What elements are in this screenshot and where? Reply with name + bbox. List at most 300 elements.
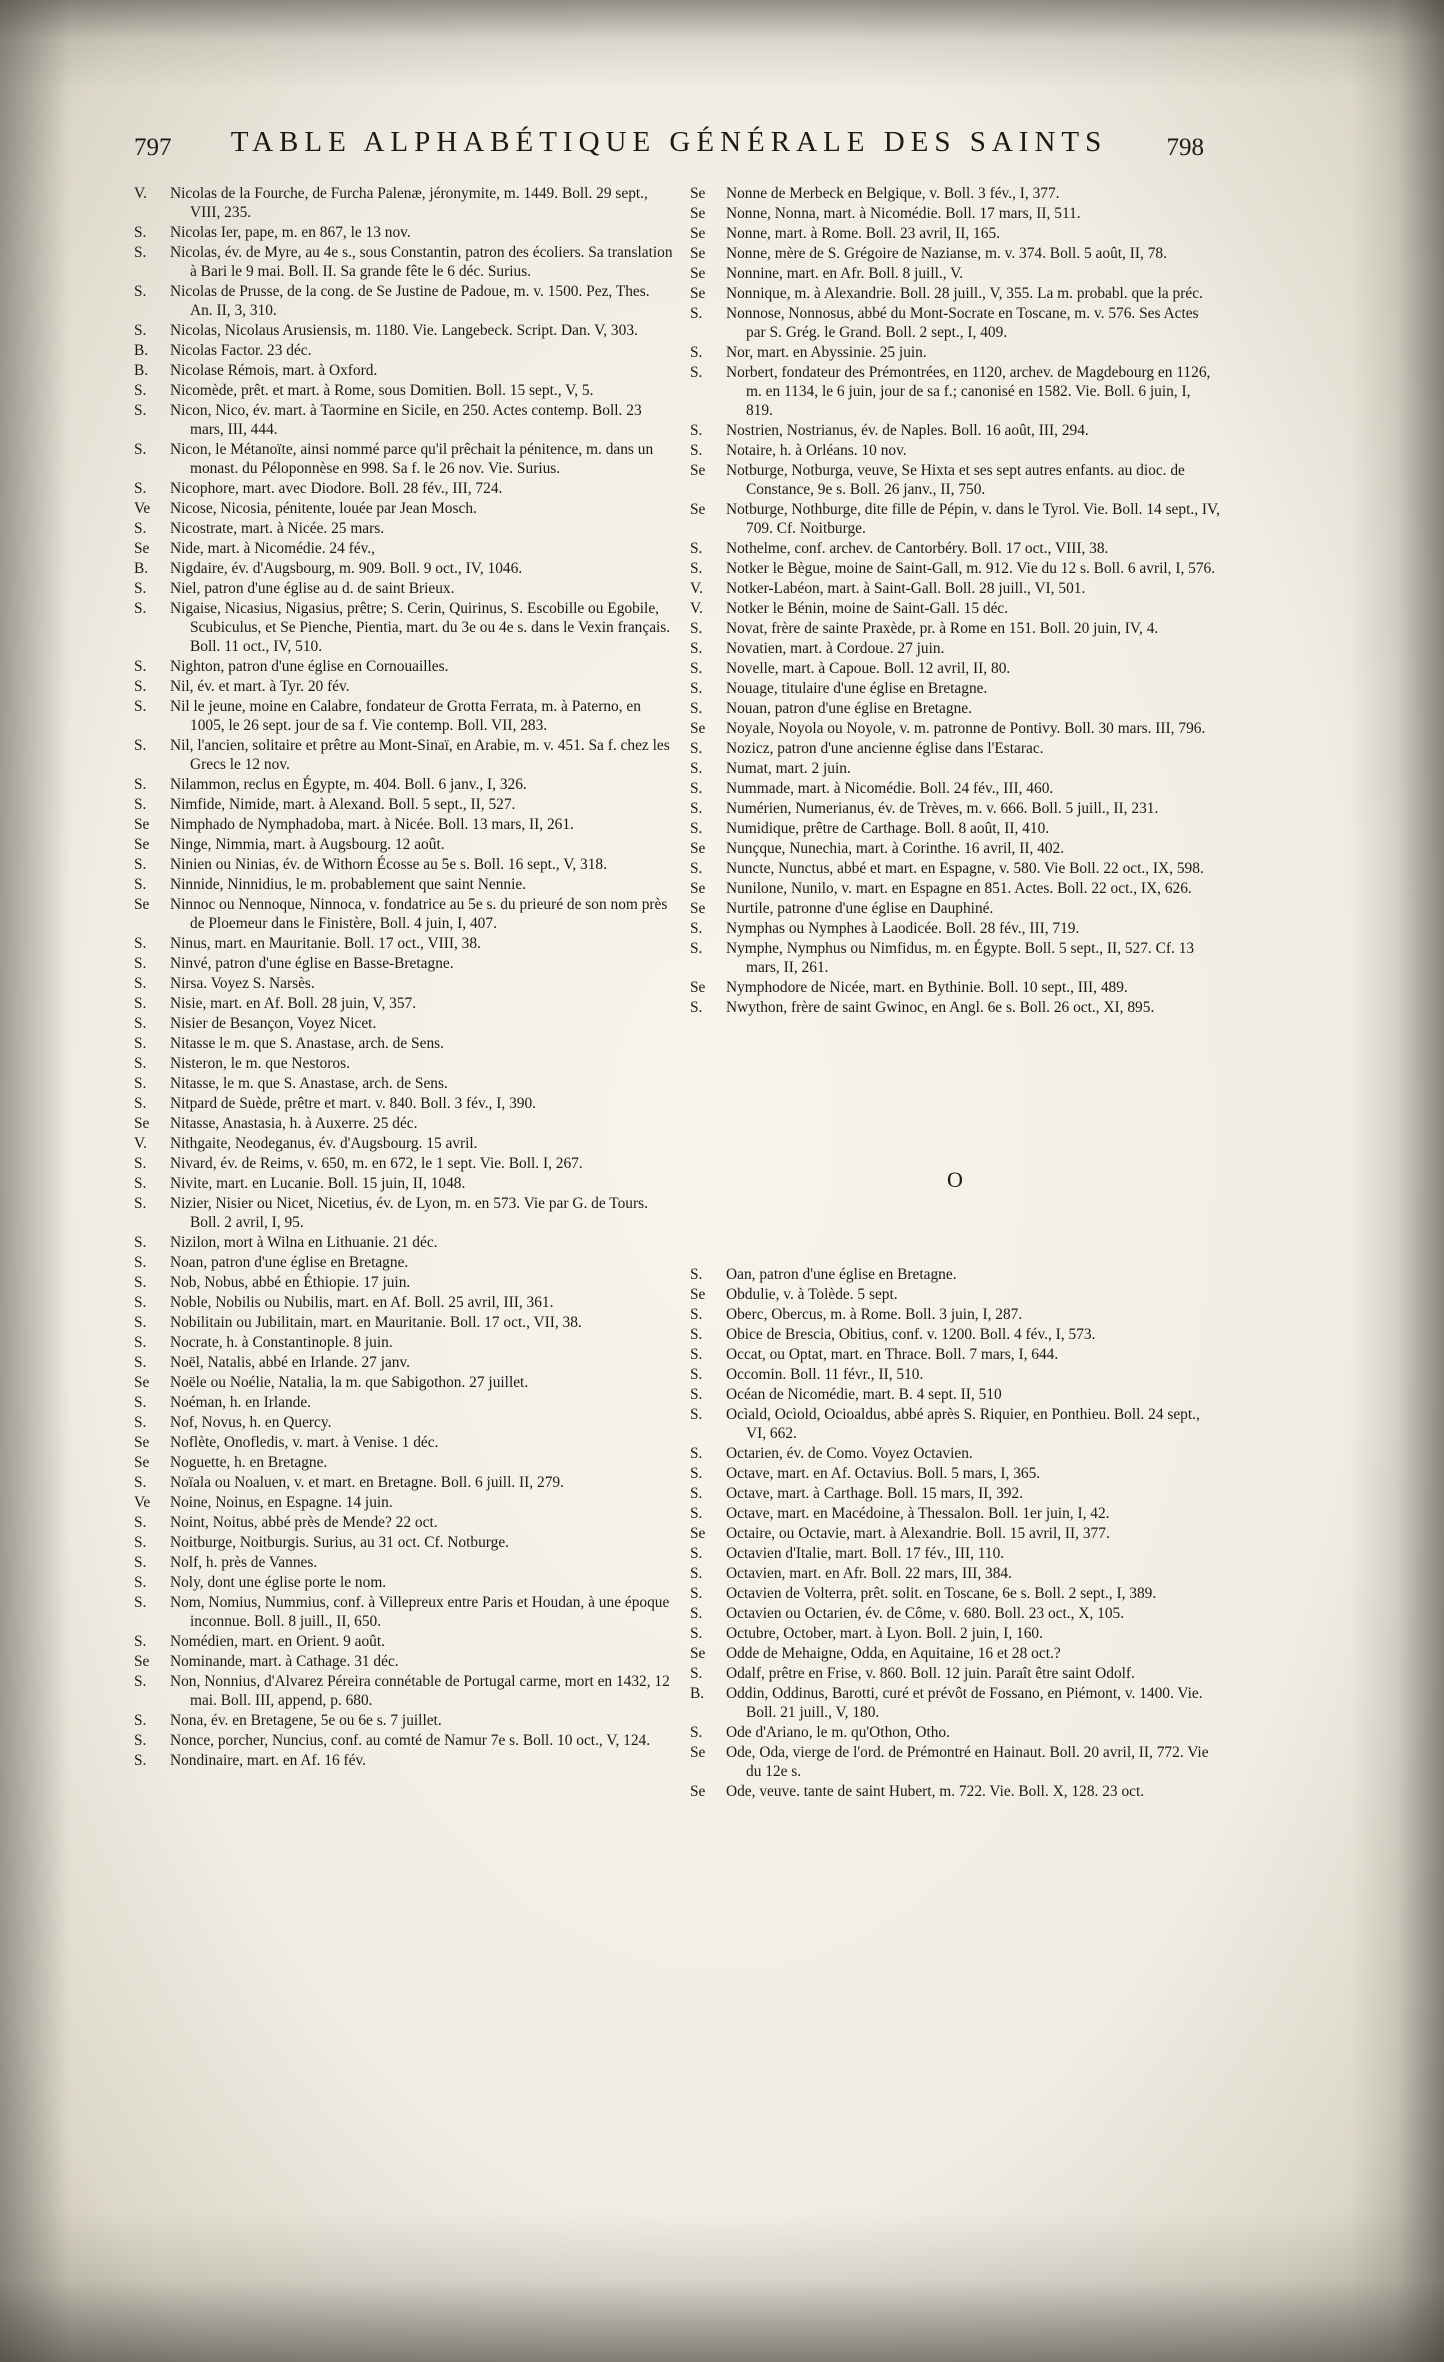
entry-title-abbrev: Se xyxy=(690,1744,706,1761)
index-entry xyxy=(134,677,674,696)
entry-text: Nizilon, mort à Wilna en Lithuanie. 21 déc. xyxy=(170,1234,438,1251)
entry-text: Ninnoc ou Nennoque, Ninnoca, v. fondatrice au 5e s. du prieuré de son nom près de Ploemeur dans le Finistère, Boll. 4 juin, I, 407. xyxy=(170,896,668,932)
index-entry xyxy=(134,361,674,380)
entry-title-abbrev: S. xyxy=(134,1195,147,1212)
entry-text: Nuncte, Nunctus, abbé et mart. en Espagne, v. 580. Vie Boll. 22 oct., IX, 598. xyxy=(726,860,1204,877)
section-n-entries xyxy=(690,184,1220,1017)
entry-title-abbrev: Se xyxy=(690,245,706,262)
entry-title-abbrev: S. xyxy=(690,560,703,577)
entry-title-abbrev: V. xyxy=(134,185,147,202)
entry-title-abbrev: S. xyxy=(134,382,147,399)
index-entry xyxy=(690,1624,1220,1643)
entry-text: Nonce, porcher, Nuncius, conf. au comté de Namur 7e s. Boll. 10 oct., V, 124. xyxy=(170,1732,651,1749)
entry-text: Nirsa. Voyez S. Narsès. xyxy=(170,975,315,992)
index-entry xyxy=(134,559,674,578)
entry-title-abbrev: S. xyxy=(134,1673,147,1690)
entry-text: Nymphe, Nymphus ou Nimfidus, m. en Égypte. Boll. 5 sept., II, 527. Cf. 13 mars, II, 261. xyxy=(726,940,1195,976)
entry-text: Noint, Noitus, abbé près de Mende? 22 oct. xyxy=(170,1514,438,1531)
index-entry xyxy=(134,223,674,242)
index-entry xyxy=(690,441,1220,460)
entry-title-abbrev: S. xyxy=(134,975,147,992)
entry-text: Nonnine, mart. en Afr. Boll. 8 juill., V. xyxy=(726,265,964,282)
index-entry xyxy=(690,819,1220,838)
entry-title-abbrev: Se xyxy=(690,225,706,242)
entry-title-abbrev: S. xyxy=(134,955,147,972)
entry-text: Ninnide, Ninnidius, le m. probablement que saint Nennie. xyxy=(170,876,527,893)
entry-text: Nicolas, év. de Myre, au 4e s., sous Constantin, patron des écoliers. Sa translation à Bari le 9 mai. Boll. II. Sa grande fête le 6 déc. Surius. xyxy=(170,244,673,280)
entry-title-abbrev: B. xyxy=(690,1685,705,1702)
entry-text: Nil le jeune, moine en Calabre, fondateur de Grotta Ferrata, m. à Paterno, en 1005, le 26 sept. jour de sa f. Vie contemp. Boll. VII, 283. xyxy=(170,698,641,734)
entry-title-abbrev: V. xyxy=(690,600,703,617)
index-entry xyxy=(134,974,674,993)
entry-title-abbrev: S. xyxy=(134,283,147,300)
entry-title-abbrev: S. xyxy=(134,1274,147,1291)
entry-text: Nicomède, prêt. et mart. à Rome, sous Domitien. Boll. 15 sept., V, 5. xyxy=(170,382,594,399)
entry-title-abbrev: S. xyxy=(690,1346,703,1363)
entry-text: Octavien de Volterra, prêt. solit. en Toscane, 6e s. Boll. 2 sept., I, 389. xyxy=(726,1585,1157,1602)
index-entry xyxy=(690,899,1220,918)
index-entry xyxy=(134,341,674,360)
entry-title-abbrev: S. xyxy=(134,1514,147,1531)
index-entry xyxy=(134,1731,674,1750)
entry-text: Nominande, mart. à Cathage. 31 déc. xyxy=(170,1653,399,1670)
entry-title-abbrev: S. xyxy=(134,698,147,715)
entry-title-abbrev: S. xyxy=(690,305,703,322)
entry-text: Nicostrate, mart. à Nicée. 25 mars. xyxy=(170,520,385,537)
entry-title-abbrev: S. xyxy=(690,940,703,957)
entry-title-abbrev: Se xyxy=(690,880,706,897)
entry-text: Notker le Bègue, moine de Saint-Gall, m. 912. Vie du 12 s. Boll. 6 avril, I, 576. xyxy=(726,560,1216,577)
index-entry xyxy=(134,1134,674,1153)
entry-text: Noan, patron d'une église en Bretagne. xyxy=(170,1254,409,1271)
entry-title-abbrev: S. xyxy=(134,1314,147,1331)
entry-title-abbrev: S. xyxy=(134,441,147,458)
entry-title-abbrev: Se xyxy=(134,836,150,853)
index-entry xyxy=(690,1345,1220,1364)
index-entry xyxy=(134,1194,674,1232)
index-entry xyxy=(690,539,1220,558)
entry-text: Ninien ou Ninias, év. de Withorn Écosse au 5e s. Boll. 16 sept., V, 318. xyxy=(170,856,607,873)
entry-text: Noitburge, Noitburgis. Surius, au 31 oct. Cf. Notburge. xyxy=(170,1534,510,1551)
index-entry xyxy=(134,1711,674,1730)
index-entry xyxy=(690,1444,1220,1463)
entry-text: Nof, Novus, h. en Quercy. xyxy=(170,1414,332,1431)
entry-title-abbrev: S. xyxy=(134,1254,147,1271)
entry-title-abbrev: Se xyxy=(690,1783,706,1800)
entry-text: Ninus, mart. en Mauritanie. Boll. 17 oct., VIII, 38. xyxy=(170,935,481,952)
entry-title-abbrev: S. xyxy=(134,1334,147,1351)
entry-title-abbrev: S. xyxy=(134,1354,147,1371)
index-entry xyxy=(690,1484,1220,1503)
entry-text: Nothelme, conf. archev. de Cantorbéry. Boll. 17 oct., VIII, 38. xyxy=(726,540,1109,557)
entry-title-abbrev: S. xyxy=(134,1574,147,1591)
entry-text: Noyale, Noyola ou Noyole, v. m. patronne de Pontivy. Boll. 30 mars. III, 796. xyxy=(726,720,1206,737)
entry-title-abbrev: S. xyxy=(690,1406,703,1423)
entry-title-abbrev: Ve xyxy=(134,1494,151,1511)
entry-title-abbrev: S. xyxy=(690,1445,703,1462)
entry-title-abbrev: Ve xyxy=(134,500,151,517)
entry-text: Octarien, év. de Como. Voyez Octavien. xyxy=(726,1445,973,1462)
entry-title-abbrev: S. xyxy=(690,1266,703,1283)
entry-text: Notaire, h. à Orléans. 10 nov. xyxy=(726,442,907,459)
entry-text: Nunilone, Nunilo, v. mart. en Espagne en 851. Actes. Boll. 22 oct., IX, 626. xyxy=(726,880,1192,897)
index-entry xyxy=(134,321,674,340)
index-entry xyxy=(134,1672,674,1710)
entry-text: Nicon, Nico, év. mart. à Taormine en Sicile, en 250. Actes contemp. Boll. 23 mars, III, 444. xyxy=(170,402,642,438)
entry-text: Nizier, Nisier ou Nicet, Nicetius, év. de Lyon, m. en 573. Vie par G. de Tours. Boll. 2 avril, I, 95. xyxy=(170,1195,648,1231)
entry-text: Ode, veuve. tante de saint Hubert, m. 722. Vie. Boll. X, 128. 23 oct. xyxy=(726,1783,1145,1800)
index-entry xyxy=(690,1723,1220,1742)
index-entry xyxy=(134,1393,674,1412)
entry-title-abbrev: Se xyxy=(690,720,706,737)
entry-text: Nonnique, m. à Alexandrie. Boll. 28 juill., V, 355. La m. probabl. que la préc. xyxy=(726,285,1203,302)
entry-text: Obice de Brescia, Obitius, conf. v. 1200. Boll. 4 fév., I, 573. xyxy=(726,1326,1096,1343)
entry-title-abbrev: S. xyxy=(134,678,147,695)
entry-text: Nicolase Rémois, mart. à Oxford. xyxy=(170,362,378,379)
entry-title-abbrev: S. xyxy=(134,1554,147,1571)
entry-text: Notker-Labéon, mart. à Saint-Gall. Boll. 28 juill., VI, 501. xyxy=(726,580,1086,597)
entry-title-abbrev: S. xyxy=(690,1306,703,1323)
entry-title-abbrev: S. xyxy=(134,244,147,261)
entry-text: Nitasse, le m. que S. Anastase, arch. de Sens. xyxy=(170,1075,448,1092)
entry-title-abbrev: S. xyxy=(690,1326,703,1343)
index-entry xyxy=(134,657,674,676)
page-header xyxy=(134,126,1204,170)
entry-text: Novat, frère de sainte Praxède, pr. à Rome en 151. Boll. 20 juin, IV, 4. xyxy=(726,620,1159,637)
entry-text: Nouan, patron d'une église en Bretagne. xyxy=(726,700,972,717)
entry-text: Nicon, le Métanoïte, ainsi nommé parce qu'il prêchait la pénitence, m. dans un monast. du Péloponnèse en 998. Sa f. le 26 nov. Vie. Surius. xyxy=(170,441,654,477)
index-entry xyxy=(134,697,674,735)
entry-title-abbrev: S. xyxy=(690,700,703,717)
index-entry xyxy=(690,919,1220,938)
entry-title-abbrev: S. xyxy=(690,780,703,797)
entry-title-abbrev: S. xyxy=(134,1594,147,1611)
entry-text: Nocrate, h. à Constantinople. 8 juin. xyxy=(170,1334,393,1351)
entry-text: Nicose, Nicosia, pénitente, louée par Jean Mosch. xyxy=(170,500,477,517)
entry-title-abbrev: S. xyxy=(134,1732,147,1749)
index-entry xyxy=(134,1553,674,1572)
entry-title-abbrev: S. xyxy=(134,1752,147,1769)
index-entry xyxy=(690,719,1220,738)
index-entry xyxy=(134,282,674,320)
entry-text: Nondinaire, mart. en Af. 16 fév. xyxy=(170,1752,367,1769)
entry-text: Nisier de Besançon, Voyez Nicet. xyxy=(170,1015,377,1032)
entry-text: Noflète, Onofledis, v. mart. à Venise. 1 déc. xyxy=(170,1434,439,1451)
entry-text: Novelle, mart. à Capoue. Boll. 12 avril, II, 80. xyxy=(726,660,1011,677)
entry-title-abbrev: S. xyxy=(134,737,147,754)
entry-text: Nobilitain ou Jubilitain, mart. en Mauritanie. Boll. 17 oct., VII, 38. xyxy=(170,1314,582,1331)
index-entry xyxy=(690,978,1220,997)
entry-title-abbrev: Se xyxy=(134,540,150,557)
entry-text: Nitasse, Anastasia, h. à Auxerre. 25 déc. xyxy=(170,1115,418,1132)
entry-title-abbrev: S. xyxy=(690,820,703,837)
entry-title-abbrev: S. xyxy=(134,224,147,241)
entry-text: Nostrien, Nostrianus, év. de Naples. Boll. 16 août, III, 294. xyxy=(726,422,1089,439)
entry-title-abbrev: Se xyxy=(690,900,706,917)
index-entry xyxy=(134,855,674,874)
entry-title-abbrev: S. xyxy=(134,480,147,497)
index-entry xyxy=(690,1584,1220,1603)
entry-text: Nummade, mart. à Nicomédie. Boll. 24 fév., III, 460. xyxy=(726,780,1054,797)
entry-text: Numidique, prêtre de Carthage. Boll. 8 août, II, 410. xyxy=(726,820,1050,837)
index-entry xyxy=(134,954,674,973)
index-entry xyxy=(690,1464,1220,1483)
entry-text: Nona, év. en Bretagene, 5e ou 6e s. 7 juillet. xyxy=(170,1712,442,1729)
entry-title-abbrev: S. xyxy=(690,1724,703,1741)
index-entry xyxy=(134,1054,674,1073)
entry-text: Nisie, mart. en Af. Boll. 28 juin, V, 357. xyxy=(170,995,417,1012)
entry-text: Nil, l'ancien, solitaire et prêtre au Mont-Sinaï, en Arabie, m. v. 451. Sa f. chez les Grecs le 12 nov. xyxy=(170,737,670,773)
entry-text: Nicolas, Nicolaus Arusiensis, m. 1180. Vie. Langebeck. Script. Dan. V, 303. xyxy=(170,322,638,339)
entry-title-abbrev: S. xyxy=(134,876,147,893)
entry-text: Nom, Nomius, Nummius, conf. à Villepreux entre Paris et Houdan, à une époque inconnue. Boll. 8 juill., II, 650. xyxy=(170,1594,670,1630)
section-o-entries xyxy=(690,1265,1220,1801)
page-title: TABLE ALPHABÉTIQUE GÉNÉRALE DES SAINTS xyxy=(230,126,1108,158)
index-entry xyxy=(690,1285,1220,1304)
index-entry xyxy=(134,1573,674,1592)
entry-text: Nigdaire, év. d'Augsbourg, m. 909. Boll. 9 oct., IV, 1046. xyxy=(170,560,523,577)
entry-text: Oberc, Obercus, m. à Rome. Boll. 3 juin, I, 287. xyxy=(726,1306,1023,1323)
entry-text: Odde de Mehaigne, Odda, en Aquitaine, 16 et 28 oct.? xyxy=(726,1645,1061,1662)
index-entry xyxy=(134,775,674,794)
entry-text: Nimphado de Nymphadoba, mart. à Nicée. Boll. 13 mars, II, 261. xyxy=(170,816,574,833)
entry-text: Notker le Bénin, moine de Saint-Gall. 15 déc. xyxy=(726,600,1009,617)
entry-title-abbrev: S. xyxy=(690,344,703,361)
entry-title-abbrev: S. xyxy=(134,1234,147,1251)
index-entry xyxy=(690,184,1220,203)
entry-title-abbrev: B. xyxy=(134,560,149,577)
index-entry xyxy=(690,679,1220,698)
index-entry xyxy=(690,1684,1220,1722)
index-entry xyxy=(134,539,674,558)
index-entry xyxy=(690,264,1220,283)
entry-title-abbrev: Se xyxy=(690,1286,706,1303)
entry-title-abbrev: V. xyxy=(690,580,703,597)
index-entry xyxy=(690,859,1220,878)
entry-title-abbrev: Se xyxy=(690,265,706,282)
index-entry xyxy=(134,499,674,518)
index-entry xyxy=(134,1652,674,1671)
entry-text: Numérien, Numerianus, év. de Trèves, m. v. 666. Boll. 5 juill., II, 231. xyxy=(726,800,1159,817)
index-entry xyxy=(690,799,1220,818)
index-entry xyxy=(134,835,674,854)
entry-text: Obdulie, v. à Tolède. 5 sept. xyxy=(726,1286,898,1303)
index-entry xyxy=(690,500,1220,538)
index-entry xyxy=(690,779,1220,798)
entry-text: Nitasse le m. que S. Anastase, arch. de Sens. xyxy=(170,1035,444,1052)
entry-text: Notburge, Nothburge, dite fille de Pépin, v. dans le Tyrol. Vie. Boll. 14 sept., IV, 709. Cf. Noitburge. xyxy=(726,501,1221,537)
entry-text: Ocìald, Ocìold, Ocioaldus, abbé après S. Riquier, en Ponthieu. Boll. 24 sept., VI, 662. xyxy=(726,1406,1200,1442)
index-entry xyxy=(134,1333,674,1352)
entry-title-abbrev: S. xyxy=(690,422,703,439)
entry-text: Octave, mart. en Macédoine, à Thessalon. Boll. 1er juin, I, 42. xyxy=(726,1505,1110,1522)
entry-title-abbrev: S. xyxy=(690,640,703,657)
entry-title-abbrev: S. xyxy=(134,1015,147,1032)
right-column xyxy=(690,184,1220,1802)
index-entry xyxy=(690,204,1220,223)
entry-title-abbrev: S. xyxy=(690,800,703,817)
entry-title-abbrev: S. xyxy=(134,1633,147,1650)
entry-text: Octave, mart. en Af. Octavius. Boll. 5 mars, I, 365. xyxy=(726,1465,1041,1482)
entry-text: Oddin, Oddinus, Barotti, curé et prévôt de Fossano, en Piémont, v. 1400. Vie. Boll. 21 juill., V, 180. xyxy=(726,1685,1203,1721)
index-entry xyxy=(134,440,674,478)
index-entry xyxy=(134,994,674,1013)
index-entry xyxy=(134,1413,674,1432)
entry-text: Nonne, mère de S. Grégoire de Nazianse, m. v. 374. Boll. 5 août, II, 78. xyxy=(726,245,1167,262)
entry-text: Octavien d'Italie, mart. Boll. 17 fév., III, 110. xyxy=(726,1545,1005,1562)
entry-title-abbrev: S. xyxy=(134,1394,147,1411)
index-entry xyxy=(690,1743,1220,1781)
entry-title-abbrev: S. xyxy=(690,540,703,557)
index-entry xyxy=(690,1385,1220,1404)
index-entry xyxy=(134,1632,674,1651)
entry-text: Nymphas ou Nymphes à Laodicée. Boll. 28 fév., III, 719. xyxy=(726,920,1080,937)
entry-text: Nomédien, mart. en Orient. 9 août. xyxy=(170,1633,385,1650)
index-entry xyxy=(690,1782,1220,1801)
index-entry xyxy=(134,381,674,400)
entry-text: Nithgaite, Neodeganus, év. d'Augsbourg. 15 avril. xyxy=(170,1135,478,1152)
entry-text: Noguette, h. en Bretagne. xyxy=(170,1454,328,1471)
index-entry xyxy=(134,1593,674,1631)
section-letter-heading: O xyxy=(947,1167,963,1192)
entry-title-abbrev: S. xyxy=(134,796,147,813)
index-entry xyxy=(134,1533,674,1552)
entry-title-abbrev: S. xyxy=(690,740,703,757)
entry-text: Nicolas Ier, pape, m. en 867, le 13 nov. xyxy=(170,224,411,241)
entry-title-abbrev: S. xyxy=(134,1294,147,1311)
index-entry xyxy=(134,1034,674,1053)
entry-title-abbrev: S. xyxy=(690,680,703,697)
entry-title-abbrev: S. xyxy=(134,856,147,873)
entry-text: Noële ou Noélie, Natalia, la m. que Sabigothon. 27 juillet. xyxy=(170,1374,529,1391)
index-entry xyxy=(134,184,674,222)
entry-text: Nunçque, Nunechia, mart. à Corinthe. 16 avril, II, 402. xyxy=(726,840,1065,857)
index-entry xyxy=(690,699,1220,718)
index-entry xyxy=(690,421,1220,440)
entry-text: Ode, Oda, vierge de l'ord. de Prémontré en Hainaut. Boll. 20 avril, II, 772. Vie du 12e s. xyxy=(726,1744,1209,1780)
entry-title-abbrev: Se xyxy=(690,1645,706,1662)
entry-text: Nolf, h. près de Vannes. xyxy=(170,1554,318,1571)
page-number-right: 798 xyxy=(1166,134,1204,161)
entry-title-abbrev: B. xyxy=(134,342,149,359)
entry-title-abbrev: S. xyxy=(134,580,147,597)
entry-title-abbrev: S. xyxy=(690,1366,703,1383)
entry-title-abbrev: S. xyxy=(134,520,147,537)
index-entry xyxy=(134,1014,674,1033)
entry-text: Novatien, mart. à Cordoue. 27 juin. xyxy=(726,640,945,657)
entry-title-abbrev: S. xyxy=(690,999,703,1016)
entry-title-abbrev: S. xyxy=(690,660,703,677)
entry-title-abbrev: S. xyxy=(134,1414,147,1431)
index-entry xyxy=(134,401,674,439)
index-entry xyxy=(690,304,1220,342)
entry-text: Noly, dont une église porte le nom. xyxy=(170,1574,387,1591)
index-entry xyxy=(690,1644,1220,1663)
entry-title-abbrev: Se xyxy=(134,896,150,913)
entry-text: Octavien, mart. en Afr. Boll. 22 mars, III, 384. xyxy=(726,1565,1012,1582)
index-entry xyxy=(690,759,1220,778)
entry-text: Nigaise, Nicasius, Nigasius, prêtre; S. Cerin, Quirinus, S. Escobille ou Egobile, Scubiculus, et Se Pienche, Pientia, mart. du 3e ou 4e s. dans le Vexin français. Boll. 11 oct., IV, 510. xyxy=(170,600,671,655)
entry-title-abbrev: V. xyxy=(134,1135,147,1152)
index-entry xyxy=(134,895,674,933)
index-entry xyxy=(690,559,1220,578)
index-entry xyxy=(134,519,674,538)
index-entry xyxy=(690,998,1220,1017)
entry-title-abbrev: S. xyxy=(690,920,703,937)
entry-title-abbrev: S. xyxy=(134,1055,147,1072)
index-entry xyxy=(690,619,1220,638)
index-entry xyxy=(134,1513,674,1532)
entry-text: Nimfide, Nimide, mart. à Alexand. Boll. 5 sept., II, 527. xyxy=(170,796,516,813)
index-entry xyxy=(134,1074,674,1093)
entry-title-abbrev: S. xyxy=(134,322,147,339)
entry-text: Nonne de Merbeck en Belgique, v. Boll. 3 fév., I, 377. xyxy=(726,185,1060,202)
entry-text: Niel, patron d'une église au d. de saint Brieux. xyxy=(170,580,455,597)
entry-text: Nonnose, Nonnosus, abbé du Mont-Socrate en Toscane, m. v. 576. Ses Actes par S. Grég. le Grand. Boll. 2 sept., I, 409. xyxy=(726,305,1199,341)
index-entry xyxy=(690,244,1220,263)
entry-title-abbrev: S. xyxy=(134,776,147,793)
entry-text: Ninvé, patron d'une église en Basse-Bretagne. xyxy=(170,955,454,972)
entry-title-abbrev: S. xyxy=(690,1465,703,1482)
entry-title-abbrev: S. xyxy=(690,1585,703,1602)
index-entry xyxy=(690,1664,1220,1683)
entry-title-abbrev: Se xyxy=(690,285,706,302)
entry-text: Nymphodore de Nicée, mart. en Bythinie. Boll. 10 sept., III, 489. xyxy=(726,979,1128,996)
entry-text: Notburge, Notburga, veuve, Se Hixta et ses sept autres enfants. au dioc. de Constance, 9e s. Boll. 26 janv., II, 750. xyxy=(726,462,1185,498)
entry-title-abbrev: Se xyxy=(134,1434,150,1451)
index-entry xyxy=(690,1524,1220,1543)
entry-text: Océan de Nicomédie, mart. B. 4 sept. II, 510 xyxy=(726,1386,1002,1403)
entry-title-abbrev: Se xyxy=(690,979,706,996)
entry-text: Nivard, év. de Reims, v. 650, m. en 672, le 1 sept. Vie. Boll. I, 267. xyxy=(170,1155,583,1172)
entry-title-abbrev: S. xyxy=(690,1386,703,1403)
entry-text: Occomin. Boll. 11 févr., II, 510. xyxy=(726,1366,924,1383)
entry-text: Nicophore, mart. avec Diodore. Boll. 28 fév., III, 724. xyxy=(170,480,503,497)
index-entry xyxy=(690,363,1220,420)
entry-title-abbrev: S. xyxy=(134,1155,147,1172)
index-entry xyxy=(134,479,674,498)
entry-text: Numat, mart. 2 juin. xyxy=(726,760,851,777)
entry-title-abbrev: S. xyxy=(134,935,147,952)
index-entry xyxy=(134,243,674,281)
scan-edge-left xyxy=(0,0,70,2362)
index-entry xyxy=(134,815,674,834)
index-entry xyxy=(134,1313,674,1332)
entry-title-abbrev: Se xyxy=(690,205,706,222)
entry-title-abbrev: Se xyxy=(134,1374,150,1391)
scan-edge-bottom xyxy=(0,2212,1444,2362)
entry-title-abbrev: S. xyxy=(134,1095,147,1112)
index-entry xyxy=(134,1373,674,1392)
entry-title-abbrev: Se xyxy=(690,462,706,479)
entry-text: Nicolas de Prusse, de la cong. de Se Justine de Padoue, m. v. 1500. Pez, Thes. An. II, 3, 310. xyxy=(170,283,650,319)
entry-text: Nisteron, le m. que Nestoros. xyxy=(170,1055,350,1072)
index-entry xyxy=(134,1751,674,1770)
entry-title-abbrev: S. xyxy=(134,1035,147,1052)
entry-title-abbrev: S. xyxy=(690,364,703,381)
index-entry xyxy=(690,224,1220,243)
entry-text: Non, Nonnius, d'Alvarez Péreira connétable de Portugal carme, mort en 1432, 12 mai. Boll. III, append, p. 680. xyxy=(170,1673,670,1709)
entry-title-abbrev: Se xyxy=(690,840,706,857)
entry-title-abbrev: S. xyxy=(134,1712,147,1729)
entry-text: Nor, mart. en Abyssinie. 25 juin. xyxy=(726,344,927,361)
index-entry xyxy=(134,795,674,814)
entry-title-abbrev: S. xyxy=(690,1505,703,1522)
entry-title-abbrev: Se xyxy=(690,1525,706,1542)
index-entry xyxy=(690,343,1220,362)
index-entry xyxy=(134,1293,674,1312)
entry-text: Nilammon, reclus en Égypte, m. 404. Boll. 6 janv., I, 326. xyxy=(170,776,527,793)
